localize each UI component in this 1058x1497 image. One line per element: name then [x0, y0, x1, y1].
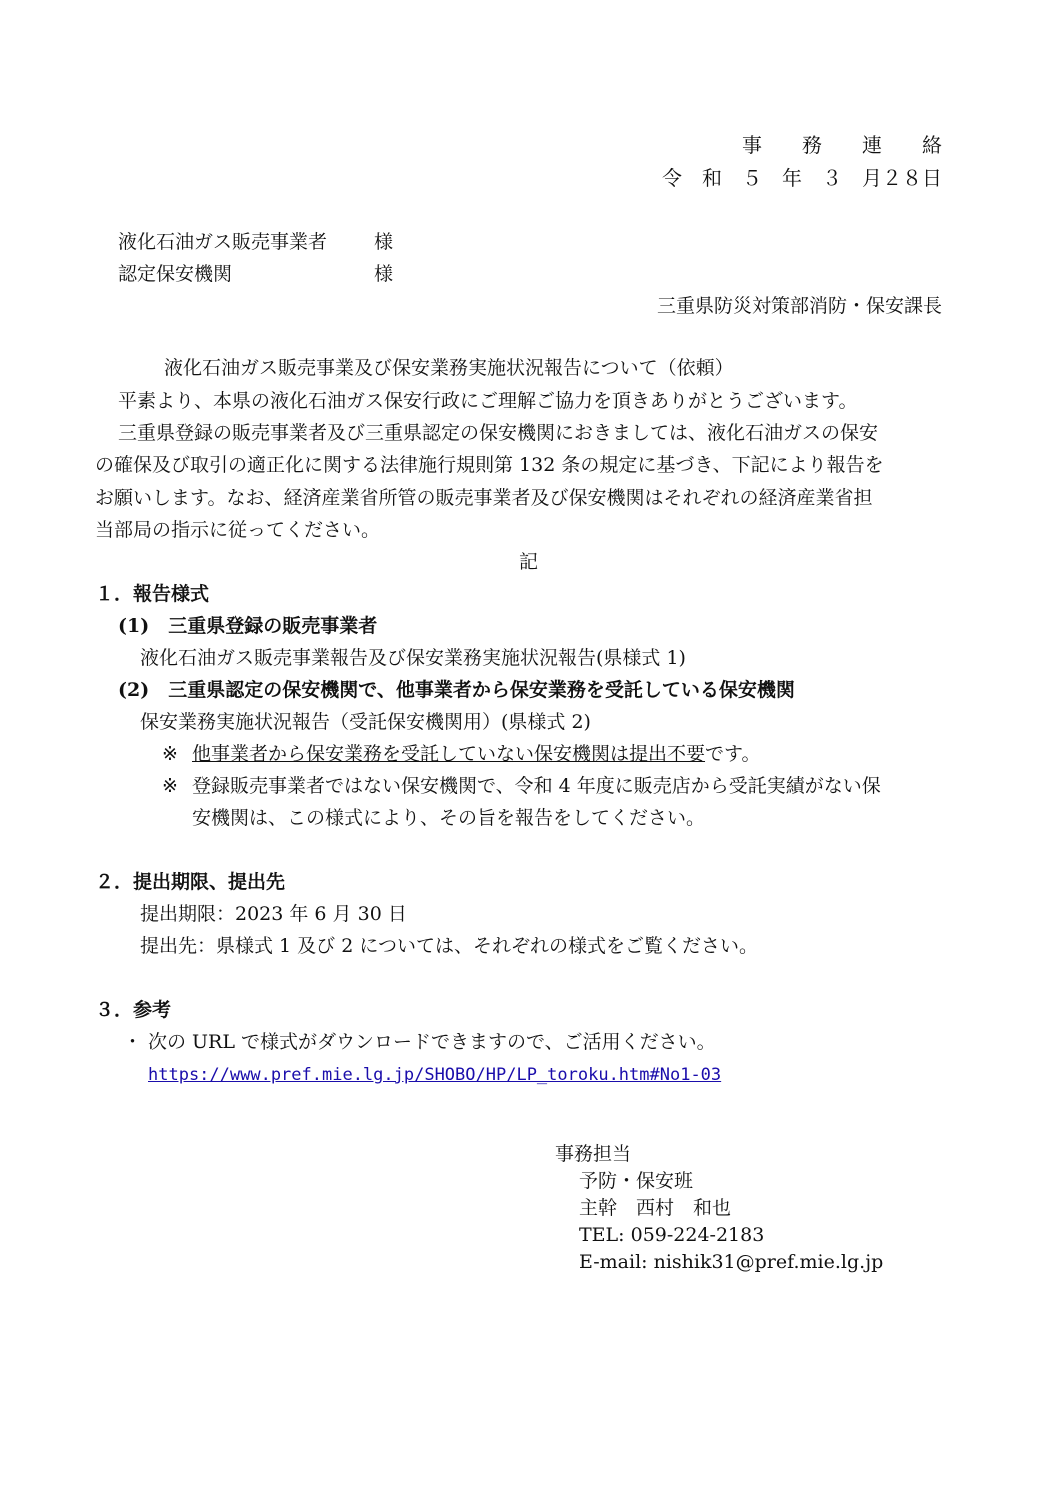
contact-tel: TEL: 059-224-2183: [579, 1224, 765, 1246]
recipient-name: 認定保安機関: [118, 263, 233, 285]
ki-marker: 記: [519, 551, 539, 573]
section-2-heading: ２．提出期限、提出先: [95, 871, 286, 893]
recipient-honorific: 様: [374, 263, 394, 285]
note-1-tail: です。: [705, 743, 761, 765]
body-paragraph-2-line: 三重県登録の販売事業者及び三重県認定の保安機関におきましては、液化石油ガスの保安: [118, 422, 879, 444]
submission-destination: 提出先：県様式 1 及び 2 については、それぞれの様式をご覧ください。: [140, 935, 758, 957]
recipient-name: 液化石油ガス販売事業者: [118, 231, 328, 253]
body-paragraph-2-line: お願いします。なお、経済産業省所管の販売事業者及び保安機関はそれぞれの経済産業省担: [95, 487, 873, 509]
body-paragraph-1: 平素より、本県の液化石油ガス保安行政にご理解ご協力を頂きありがとうございます。: [118, 390, 858, 412]
note-1-underlined-emphasis: 提出不要: [629, 743, 706, 765]
note-1-underlined-text: 他事業者から保安業務を受託していない保安機関は: [192, 743, 630, 765]
note-2-line-2: 安機関は、この様式により、その旨を報告をしてください。: [192, 807, 706, 829]
reference-url-link[interactable]: https://www.pref.mie.lg.jp/SHOBO/HP/LP_toroku.htm#No1-03: [148, 1065, 722, 1085]
document-title: 液化石油ガス販売事業及び保安業務実施状況報告について（依頼）: [164, 357, 734, 379]
contact-email: E-mail: nishik31@pref.mie.lg.jp: [579, 1251, 884, 1273]
section-3-heading: ３．参考: [95, 999, 172, 1021]
document-type: 事 務 連 絡: [742, 133, 942, 157]
document-date: 令 和 ５ 年 ３ 月２８日: [662, 166, 942, 190]
section-1-item-1-title: (1) 三重県登録の販売事業者: [118, 615, 378, 637]
recipient-1: [118, 230, 327, 254]
submission-deadline: 提出期限：2023 年 6 月 30 日: [140, 903, 407, 925]
section-1-item-2-title: (2) 三重県認定の保安機関で、他事業者から保安業務を受託している保安機関: [118, 679, 795, 701]
note-1: [192, 742, 761, 766]
body-paragraph-2-line: 当部局の指示に従ってください。: [95, 519, 381, 541]
recipient-honorific: 様: [374, 231, 394, 253]
contact-label: 事務担当: [555, 1143, 632, 1165]
section-1-heading: １．報告様式: [95, 583, 210, 605]
contact-person: 主幹 西村 和也: [579, 1197, 732, 1219]
reference-text: 次の URL で様式がダウンロードできますので、ご活用ください。: [148, 1031, 716, 1053]
section-1-item-1-body: 液化石油ガス販売事業報告及び保安業務実施状況報告(県様式 1): [140, 647, 686, 669]
contact-team: 予防・保安班: [579, 1170, 694, 1192]
recipient-2: [118, 262, 232, 286]
note-mark: ※: [162, 775, 178, 797]
note-2-line-1: 登録販売事業者ではない保安機関で、令和 4 年度に販売店から受託実績がない保: [192, 775, 881, 797]
body-paragraph-2-line: の確保及び取引の適正化に関する法律施行規則第 132 条の規定に基づき、下記により報告を: [95, 454, 884, 476]
note-mark: ※: [162, 743, 178, 765]
section-1-item-2-body: 保安業務実施状況報告（受託保安機関用）(県様式 2): [140, 711, 591, 733]
bullet: ・: [123, 1031, 143, 1053]
sender: 三重県防災対策部消防・保安課長: [656, 295, 942, 317]
